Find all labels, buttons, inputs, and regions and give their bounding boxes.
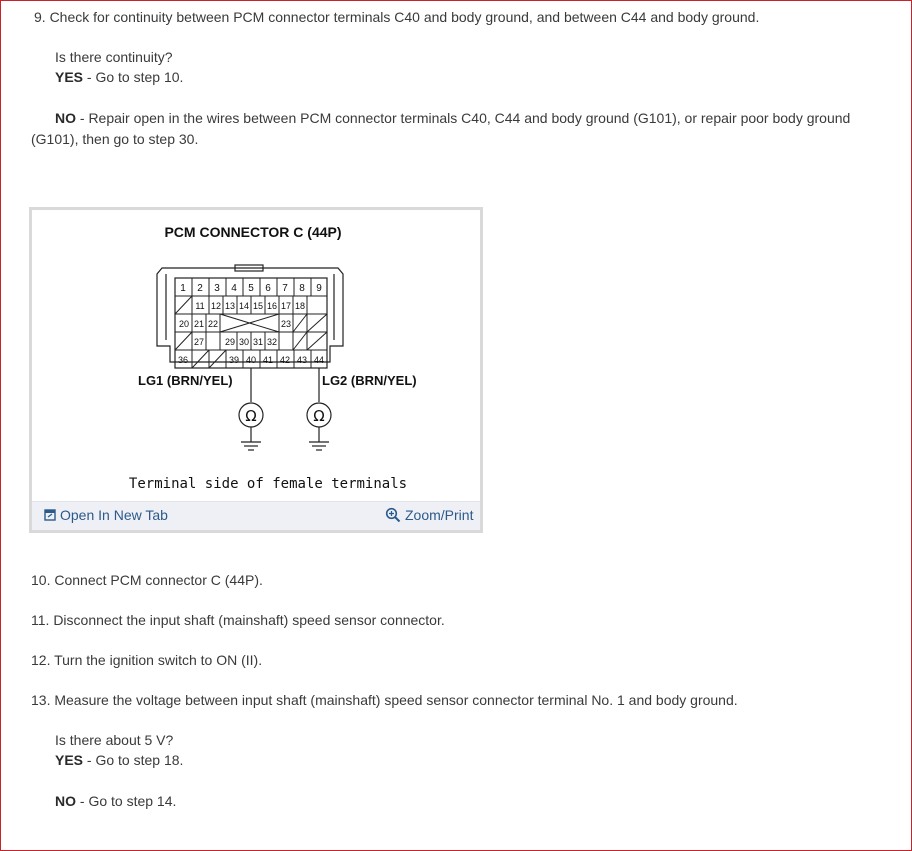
pin-label: 16 — [266, 301, 278, 311]
no-text: - Go to step 14. — [76, 793, 177, 809]
open-in-new-tab-link[interactable] — [44, 507, 168, 523]
pin-label: 18 — [294, 301, 306, 311]
zoom-print-link[interactable] — [385, 507, 473, 523]
pin-label: 12 — [210, 301, 222, 311]
pin-label: 11 — [195, 301, 205, 311]
step-11: 11. Disconnect the input shaft (mainshaft) speed sensor connector. — [31, 612, 445, 628]
pin-label: 4 — [231, 283, 237, 294]
pin-label: 17 — [280, 301, 292, 311]
pin-label: 15 — [252, 301, 264, 311]
pin-label: 9 — [316, 283, 322, 294]
pin-label: 32 — [266, 337, 278, 347]
step-9-no — [31, 108, 901, 150]
step-13-question: Is there about 5 V? — [55, 732, 174, 748]
figure-caption: Terminal side of female terminals — [128, 476, 408, 492]
figure-title: PCM CONNECTOR C (44P) — [164, 224, 342, 240]
open-in-new-tab-label: Open In New Tab — [60, 507, 168, 523]
step-13-no — [55, 793, 176, 809]
pin-label: 22 — [207, 319, 219, 329]
wire-label-lg1: LG1 (BRN/YEL) — [138, 373, 233, 388]
pin-label: 23 — [280, 319, 292, 329]
zoom-print-label: Zoom/Print — [405, 507, 474, 523]
pin-label: 13 — [224, 301, 236, 311]
pin-label: 2 — [197, 283, 203, 294]
pin-label: 44 — [313, 355, 325, 365]
no-text: - Repair open in the wires between PCM connector terminals C40, C44 and body ground (G101), or repair poor body ground (G101), then go to step 30. — [31, 110, 851, 147]
pin-label: 5 — [248, 283, 254, 294]
figure-footer — [32, 501, 480, 530]
yes-label: YES — [55, 752, 84, 768]
pin-label: 41 — [262, 355, 274, 365]
connector-figure — [29, 207, 483, 533]
pin-label: 8 — [299, 283, 305, 294]
pin-label: 27 — [193, 337, 205, 347]
ohm-symbol-left: Ω — [245, 407, 257, 425]
pin-label: 29 — [224, 337, 236, 347]
pin-label: 40 — [245, 355, 257, 365]
pin-label: 31 — [252, 337, 264, 347]
connector-body — [157, 265, 343, 368]
yes-label: YES — [55, 69, 84, 85]
pin-label: 43 — [296, 355, 308, 365]
yes-text: - Go to step 10. — [83, 69, 184, 85]
pin-label: 20 — [178, 319, 190, 329]
step-9-heading: 9. Check for continuity between PCM connector terminals C40 and body ground, and between C44 and body ground. — [34, 9, 760, 25]
pin-label: 1 — [180, 283, 186, 294]
pin-label: 30 — [238, 337, 250, 347]
pin-label: 21 — [193, 319, 205, 329]
wire-label-lg2: LG2 (BRN/YEL) — [322, 373, 417, 388]
step-12: 12. Turn the ignition switch to ON (II). — [31, 652, 263, 668]
connector-diagram[interactable] — [32, 210, 480, 502]
zoom-icon — [385, 507, 401, 523]
pin-label: 3 — [214, 283, 220, 294]
open-new-tab-icon — [44, 509, 56, 521]
step-9-question: Is there continuity? — [55, 49, 173, 65]
ohm-symbol-right: Ω — [313, 407, 325, 425]
step-13-yes — [55, 752, 183, 768]
step-9-yes — [55, 69, 183, 85]
pin-label: 14 — [238, 301, 250, 311]
step-13: 13. Measure the voltage between input shaft (mainshaft) speed sensor connector terminal No. 1 and body ground. — [31, 692, 738, 708]
pin-label: 7 — [282, 283, 288, 294]
no-label: NO — [55, 110, 76, 126]
step-10: 10. Connect PCM connector C (44P). — [31, 572, 263, 588]
yes-text: - Go to step 18. — [83, 752, 184, 768]
no-label: NO — [55, 793, 76, 809]
pin-label: 39 — [228, 355, 240, 365]
pin-label: 6 — [265, 283, 271, 294]
pin-numbers — [178, 283, 324, 365]
pin-label: 36 — [177, 355, 189, 365]
pin-label: 42 — [279, 355, 291, 365]
